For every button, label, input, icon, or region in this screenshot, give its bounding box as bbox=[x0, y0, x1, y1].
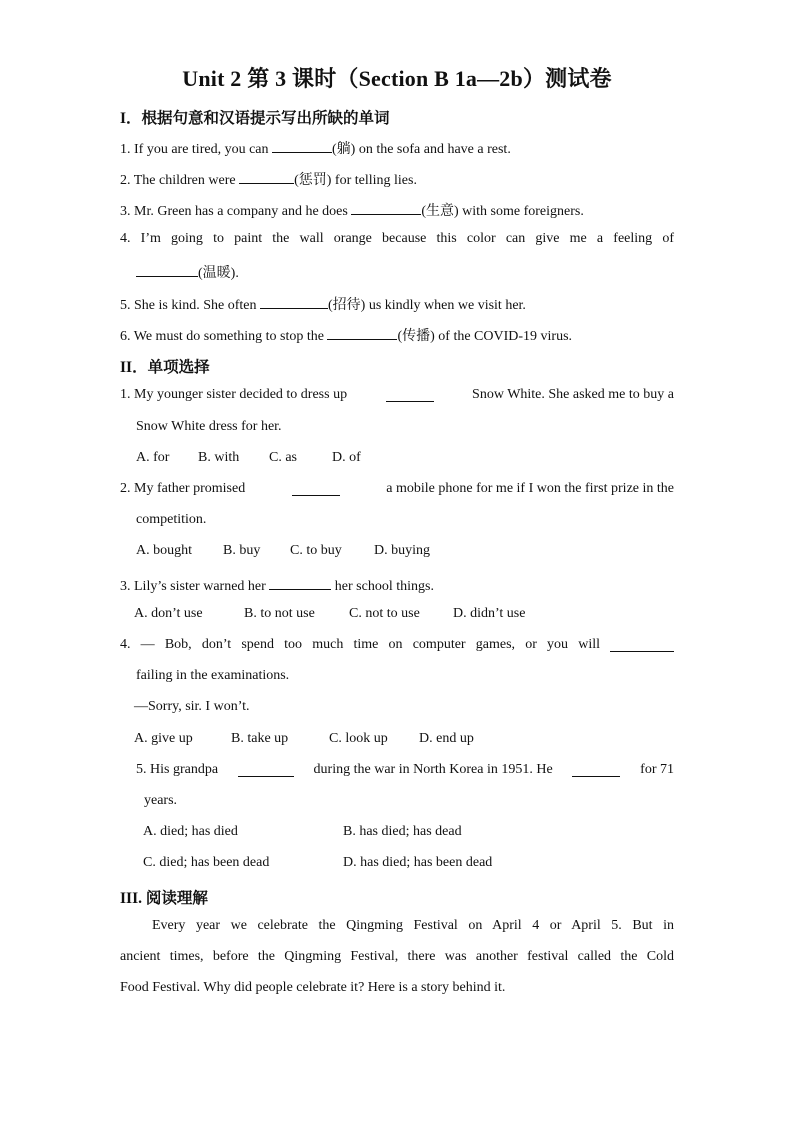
s1-question-1: 1. If you are tired, you can (躺) on the sofa and have a rest. bbox=[120, 138, 511, 158]
option-c[interactable]: C. look up bbox=[329, 731, 388, 746]
option-d[interactable]: D. end up bbox=[419, 731, 474, 746]
s2-question-5-line-1: 5. His grandpa during the war in North Korea in 1951. He for 71 bbox=[136, 762, 674, 777]
option-d[interactable]: D. buying bbox=[374, 543, 430, 558]
s2-question-4-line-1: 4. — Bob, don’t spend too much time on computer games, or you will bbox=[120, 637, 674, 653]
answer-blank[interactable] bbox=[136, 262, 198, 277]
answer-blank[interactable] bbox=[272, 138, 332, 153]
answer-blank[interactable] bbox=[239, 169, 294, 184]
option-a[interactable]: A. don’t use bbox=[134, 606, 203, 621]
option-c[interactable]: C. not to use bbox=[349, 606, 420, 621]
option-b[interactable]: B. with bbox=[198, 450, 240, 465]
answer-blank[interactable] bbox=[269, 575, 331, 590]
s1-question-4-line-1: 4. I’m going to paint the wall orange because this color can give me a feeling of bbox=[120, 231, 674, 246]
s2-question-5-option-a[interactable]: A. died; has died bbox=[143, 824, 238, 839]
reading-line-2: ancient times, before the Qingming Festival, there was another festival called the Cold bbox=[120, 949, 674, 964]
s1-question-5: 5. She is kind. She often (招待) us kindly when we visit her. bbox=[120, 294, 526, 314]
s2-question-3: 3. Lily’s sister warned her her school things. bbox=[120, 575, 434, 595]
s1-question-4-line-2: (温暖). bbox=[136, 262, 239, 282]
s1-question-6: 6. We must do something to stop the (传播) of the COVID-19 virus. bbox=[120, 325, 572, 345]
option-b[interactable]: B. to not use bbox=[244, 606, 315, 621]
option-b[interactable]: B. take up bbox=[231, 731, 289, 746]
option-b[interactable]: B. buy bbox=[223, 543, 261, 558]
reading-line-1: Every year we celebrate the Qingming Festival on April 4 or April 5. But in bbox=[152, 918, 674, 933]
answer-blank[interactable] bbox=[386, 387, 434, 402]
option-a[interactable]: A. for bbox=[136, 450, 170, 465]
s2-question-5-line-2: years. bbox=[144, 793, 178, 808]
s2-question-1-line-2: Snow White dress for her. bbox=[136, 419, 282, 434]
s2-question-3-options bbox=[134, 606, 525, 622]
answer-blank[interactable] bbox=[238, 762, 294, 777]
section-2-heading: II．单项选择 bbox=[120, 359, 210, 376]
s2-question-5-option-d[interactable]: D. has died; has been dead bbox=[343, 855, 493, 870]
answer-blank[interactable] bbox=[572, 762, 620, 777]
option-d[interactable]: D. of bbox=[332, 450, 361, 465]
s2-question-2-line-2: competition. bbox=[136, 512, 207, 527]
s2-question-5-option-c[interactable]: C. died; has been dead bbox=[143, 855, 270, 870]
s2-question-4-options bbox=[134, 731, 474, 747]
option-a[interactable]: A. bought bbox=[136, 543, 192, 558]
s2-question-4-line-2: failing in the examinations. bbox=[136, 668, 290, 683]
option-d[interactable]: D. didn’t use bbox=[453, 606, 526, 621]
s2-question-4-line-3: —Sorry, sir. I won’t. bbox=[134, 699, 250, 714]
s1-question-2: 2. The children were (惩罚) for telling lies. bbox=[120, 169, 417, 189]
s2-question-2-line-1: 2. My father promised a mobile phone for me if I won the first prize in the bbox=[120, 481, 674, 496]
answer-blank[interactable] bbox=[610, 637, 674, 652]
s1-question-3: 3. Mr. Green has a company and he does (生意) with some foreigners. bbox=[120, 200, 584, 220]
option-a[interactable]: A. give up bbox=[134, 731, 193, 746]
section-3-heading: III. 阅读理解 bbox=[120, 890, 208, 907]
s2-question-5-option-b[interactable]: B. has died; has dead bbox=[343, 824, 462, 839]
s2-question-2-options bbox=[136, 543, 430, 559]
section-1-heading: I．根据句意和汉语提示写出所缺的单词 bbox=[120, 110, 390, 127]
answer-blank[interactable] bbox=[292, 481, 340, 496]
s2-question-1-line-1: 1. My younger sister decided to dress up Snow White. She asked me to buy a bbox=[120, 387, 674, 402]
answer-blank[interactable] bbox=[327, 325, 397, 340]
s2-question-1-options bbox=[136, 450, 361, 466]
page-title: Unit 2 第 3 课时（Section B 1a—2b）测试卷 bbox=[182, 66, 612, 91]
option-c[interactable]: C. to buy bbox=[290, 543, 342, 558]
reading-line-3: Food Festival. Why did people celebrate it? Here is a story behind it. bbox=[120, 980, 506, 995]
option-c[interactable]: C. as bbox=[269, 450, 297, 465]
answer-blank[interactable] bbox=[260, 294, 328, 309]
answer-blank[interactable] bbox=[351, 200, 421, 215]
